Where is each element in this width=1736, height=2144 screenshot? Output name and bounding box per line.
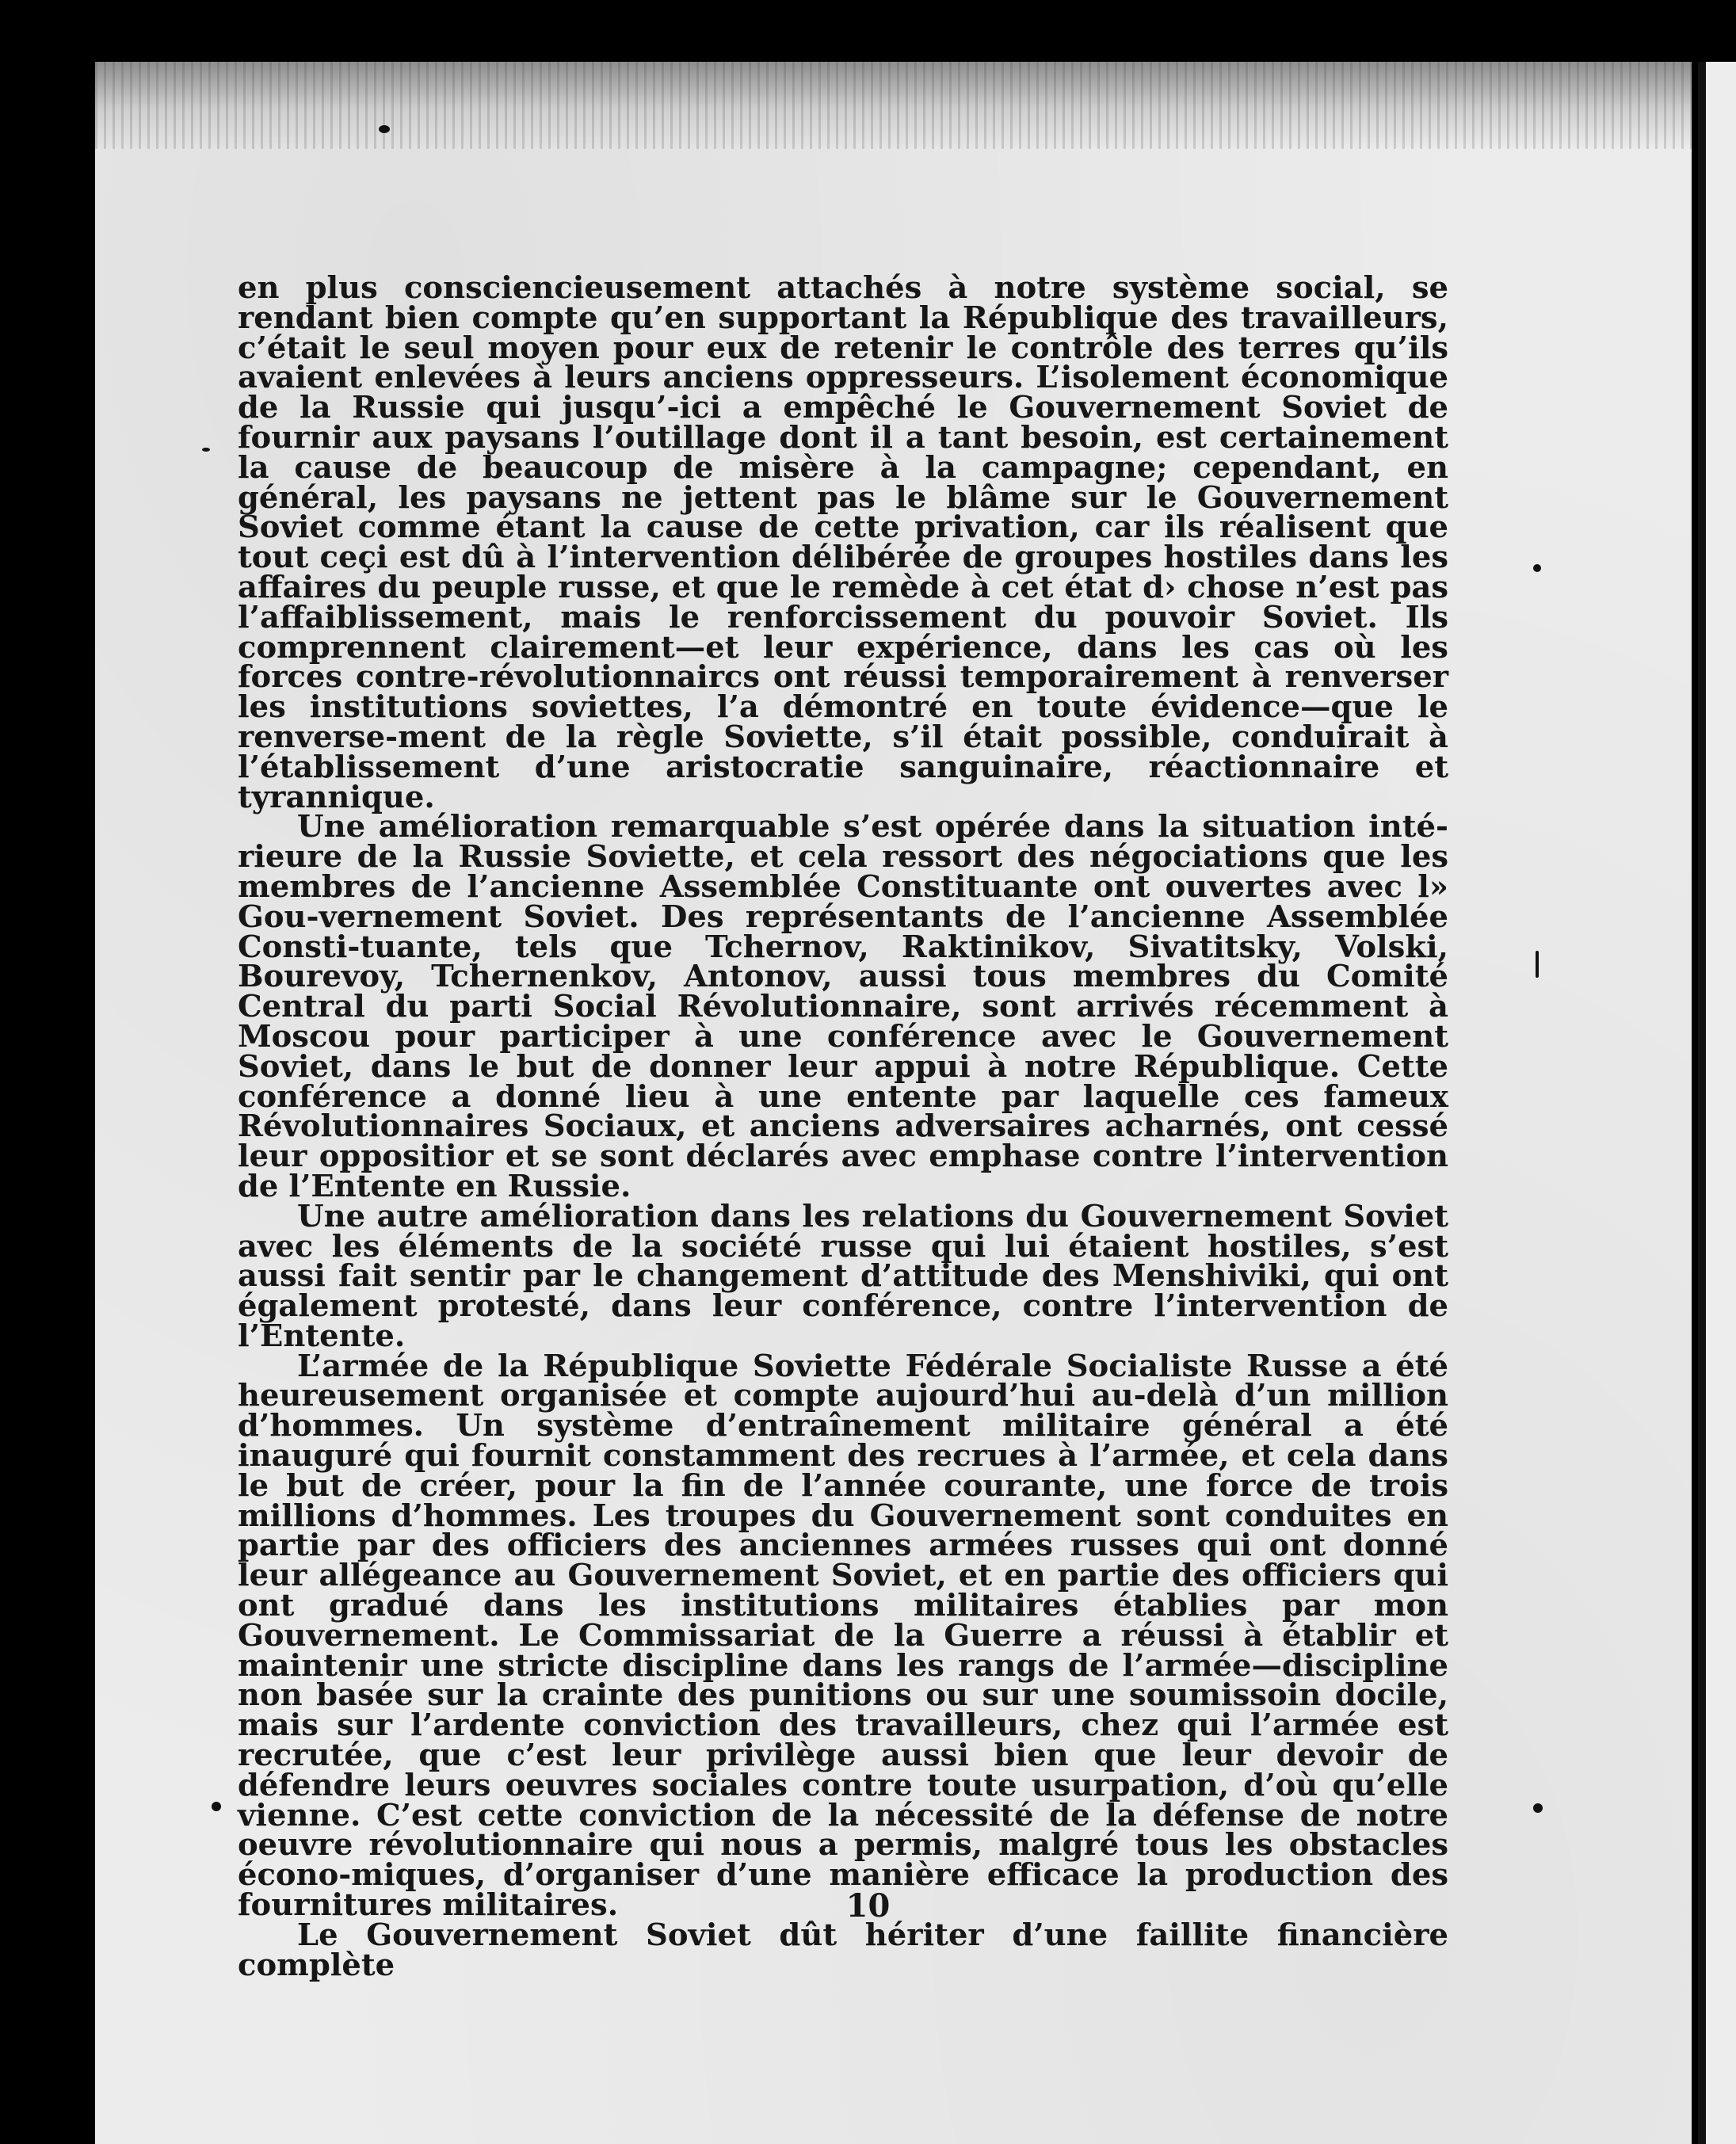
adjacent-page-edge xyxy=(1698,62,1736,2144)
scan-speck xyxy=(212,1802,221,1811)
paragraph-5: Le Gouvernement Soviet dût hériter d’une faillite financière complète xyxy=(238,1917,1448,1983)
scan-speck xyxy=(379,125,390,133)
scan-noise-band xyxy=(95,62,1692,149)
page-gutter-shadow xyxy=(1698,62,1706,2144)
scan-speck xyxy=(1533,564,1541,572)
scan-speck xyxy=(1533,1803,1543,1813)
scan-speck xyxy=(202,448,210,452)
paragraph-4: L’armée de la République Soviette Fédérale Socialiste Russe a été heureusement organisée et compte aujourd’hui au-delà d’un million d’hommes. Un système d’entraînement militaire général a été inauguré qui fournit constamment des recrues à l’armée, et cela dans le but de créer, pour la fin de l’année courante, une force de trois millions d’hommes. Les troupes du Gouvernement sont conduites en partie par des officiers des anciennes armées russes qui ont donné leur allégeance au Gouvernement Soviet, et en partie des officiers qui ont gradué dans les institutions militaires établies par mon Gouvernement. Le Commissariat de la Guerre a réussi à établir et maintenir une stricte discipline dans les rangs de l’armée—discipline non basée sur la crainte des punitions ou sur une soumissoin docile, mais sur l’ardente conviction des travailleurs, chez qui l’armée est recrutée, que c’est leur privilège aussi bien que leur devoir de défendre leurs oeuvres sociales contre toute usurpation, d’où qu’elle vienne. C’est cette conviction de la nécessité de la défense de notre oeuvre révolutionnaire qui nous a permis, malgré tous les obstacles écono-miques, d’organiser d’une manière efficace la production des fournitures militaires. xyxy=(238,1348,1448,1924)
page-number: 10 xyxy=(845,1887,891,1925)
paragraph-3: Une autre amélioration dans les relations du Gouvernement Soviet avec les éléments de la société russe qui lui étaient hostiles, s’est aussi fait sentir par le changement d’attitude des Menshiviki, qui ont également protesté, dans leur conférence, contre l’intervention de l’Entente. xyxy=(238,1198,1448,1354)
paragraph-1: en plus consciencieusement attachés à notre système social, se rendant bien compte qu’en supportant la République des travailleurs, c’était le seul moyen pour eux de retenir le contrôle des terres qu’ils avaient enlevées à leurs anciens oppresseurs. L’isolement économique de la Russie qui jusqu’-ici a empêché le Gouvernement Soviet de fournir aux paysans l’outillage dont il a tant besoin, est certainement la cause de beaucoup de misère à la campagne; cependant, en général, les paysans ne jettent pas le blâme sur le Gouvernement Soviet comme étant la cause de cette privation, car ils réalisent que tout ceçi est dû à l’intervention délibérée de groupes hostiles dans les affaires du peuple russe, et que le remède à cet état d› chose n’est pas l’affaiblissement, mais le renforcissement du pouvoir Soviet. Ils comprennent clairement—et leur expérience, dans les cas où les forces contre-révolutionnaircs ont réussi temporairement à renverser les institutions soviettes, l’a démontré en toute évidence—que le renverse-ment de la règle Soviette, s’il était possible, conduirait à l’établissement d’une aristocratie sanguinaire, réactionnaire et tyrannique. xyxy=(238,270,1448,815)
scan-speck xyxy=(1536,951,1539,978)
paragraph-2: Une amélioration remarquable s’est opérée dans la situation inté-rieure de la Russie Soviette, et cela ressort des négociations que les membres de l’ancienne Assemblée Constituante ont ouvertes avec l» Gou-vernement Soviet. Des représentants de l’ancienne Assemblée Consti-tuante, tels que Tchernov, Raktinikov, Sivatitsky, Volski, Bourevoy, Tchernenkov, Antonov, aussi tous membres du Comité Central du parti Social Révolutionnaire, sont arrivés récemment à Moscou pour participer à une conférence avec le Gouvernement Soviet, dans le but de donner leur appui à notre République. Cette conférence a donné lieu à une entente par laquelle ces fameux Révolutionnaires Sociaux, et anciens adversaires acharnés, ont cessé leur oppositior et se sont déclarés avec emphase contre l’intervention de l’Entente en Russie. xyxy=(238,809,1448,1204)
body-text xyxy=(238,270,1448,1983)
